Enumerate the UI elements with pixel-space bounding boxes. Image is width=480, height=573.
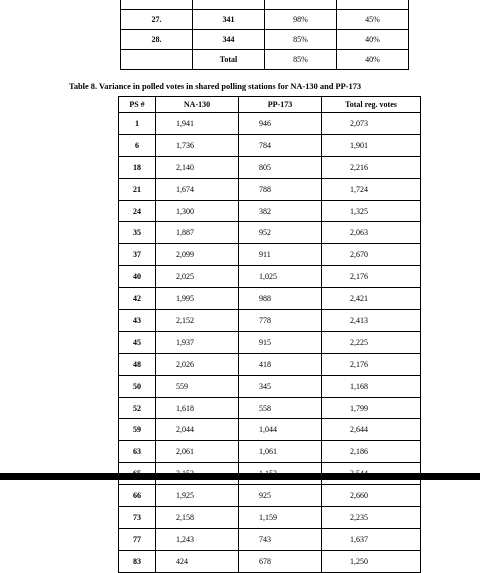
table-cell: 2,216: [322, 156, 421, 178]
table-cell: 1,925: [156, 485, 239, 507]
table-cell: 6: [119, 134, 156, 156]
table-cell: 1,061: [239, 441, 322, 463]
table-row: [119, 375, 421, 397]
table-row: [119, 550, 421, 572]
table-row: [121, 0, 409, 10]
table-row: [119, 113, 421, 135]
table-cell: 2,025: [156, 266, 239, 288]
table-cell: 778: [239, 310, 322, 332]
table-row: [119, 507, 421, 529]
table-cell: [193, 0, 265, 10]
table-row: [119, 134, 421, 156]
table-row: [119, 266, 421, 288]
continuation-table-body: [121, 0, 409, 70]
table-cell: 743: [239, 528, 322, 550]
table-cell: 50: [119, 375, 156, 397]
table-row: [121, 50, 409, 70]
table-cell: 805: [239, 156, 322, 178]
table-cell: 1,325: [322, 200, 421, 222]
table-cell: 2,186: [322, 441, 421, 463]
table-cell: 1,937: [156, 331, 239, 353]
table-cell: 1,618: [156, 397, 239, 419]
table-cell: 2,225: [322, 331, 421, 353]
table-cell: 678: [239, 550, 322, 572]
table-row: [119, 331, 421, 353]
table-cell: 59: [119, 419, 156, 441]
table-row: [119, 441, 421, 463]
table-cell: 911: [239, 244, 322, 266]
table-cell: 418: [239, 353, 322, 375]
column-header-na130: NA-130: [156, 97, 239, 113]
table-row: [119, 528, 421, 550]
table-cell: 784: [239, 134, 322, 156]
table-cell: 1,674: [156, 178, 239, 200]
table-cell: 2,158: [156, 507, 239, 529]
table-cell: 52: [119, 397, 156, 419]
table8-header-row: [119, 97, 421, 113]
table-cell: 2,176: [322, 353, 421, 375]
table-cell: 345: [239, 375, 322, 397]
table-cell: 24: [119, 200, 156, 222]
table-cell: 83: [119, 550, 156, 572]
table-cell: 558: [239, 397, 322, 419]
table-cell: 382: [239, 200, 322, 222]
table-cell: 344: [193, 30, 265, 50]
table-row: [121, 10, 409, 30]
table-cell: 1,300: [156, 200, 239, 222]
table-cell: 66: [119, 485, 156, 507]
table-row: [119, 419, 421, 441]
table-cell: 925: [239, 485, 322, 507]
table-cell: 1,159: [239, 507, 322, 529]
table-cell: 2,026: [156, 353, 239, 375]
table-cell: 18: [119, 156, 156, 178]
table-cell: 85%: [265, 30, 337, 50]
column-header-total-reg-votes: Total reg. votes: [322, 97, 421, 113]
table-row: [119, 244, 421, 266]
table-cell: 21: [119, 178, 156, 200]
table-cell: 2,235: [322, 507, 421, 529]
table-cell: 952: [239, 222, 322, 244]
table-cell: 2,061: [156, 441, 239, 463]
table-cell: 2,099: [156, 244, 239, 266]
table-cell: 1,025: [239, 266, 322, 288]
table-cell: 2,660: [322, 485, 421, 507]
table-cell: 42: [119, 288, 156, 310]
table-cell: 28.: [121, 30, 193, 50]
table-cell: 40%: [337, 50, 409, 70]
table8-caption: Table 8. Variance in polled votes in shared polling stations for NA-130 and PP-173: [69, 82, 362, 91]
table-cell: 27.: [121, 10, 193, 30]
table-cell: 1,901: [322, 134, 421, 156]
table-cell: 37: [119, 244, 156, 266]
table-cell: 77: [119, 528, 156, 550]
table-cell: 43: [119, 310, 156, 332]
table-cell: 988: [239, 288, 322, 310]
table-cell: [121, 50, 193, 70]
table-row: [119, 178, 421, 200]
table-cell: 1,637: [322, 528, 421, 550]
table-cell: 341: [193, 10, 265, 30]
table-cell: 424: [156, 550, 239, 572]
table-cell: 45: [119, 331, 156, 353]
column-header-ps: PS #: [119, 97, 156, 113]
table-cell: 1,250: [322, 550, 421, 572]
table-cell: 1,799: [322, 397, 421, 419]
table-cell: 1,724: [322, 178, 421, 200]
table-cell: 45%: [337, 10, 409, 30]
table-cell: 1,887: [156, 222, 239, 244]
table-cell: 2,152: [156, 310, 239, 332]
table-row: [119, 310, 421, 332]
table-cell: Total: [193, 50, 265, 70]
table-cell: 73: [119, 507, 156, 529]
table-row: [119, 485, 421, 507]
table-cell: 85%: [265, 50, 337, 70]
table-row: [119, 353, 421, 375]
table-cell: 1,243: [156, 528, 239, 550]
table-row: [119, 397, 421, 419]
table-cell: 2,413: [322, 310, 421, 332]
table-cell: [265, 0, 337, 10]
table-cell: 1,044: [239, 419, 322, 441]
table-row: [121, 30, 409, 50]
table-cell: 788: [239, 178, 322, 200]
table-row: [119, 200, 421, 222]
table-cell: 48: [119, 353, 156, 375]
table-cell: 2,140: [156, 156, 239, 178]
table8-body: [119, 113, 421, 573]
table-row: [119, 288, 421, 310]
column-header-pp173: PP-173: [239, 97, 322, 113]
table-cell: 559: [156, 375, 239, 397]
table-cell: [337, 0, 409, 10]
table-cell: 98%: [265, 10, 337, 30]
table-cell: 915: [239, 331, 322, 353]
table-cell: 1,168: [322, 375, 421, 397]
table-cell: 1: [119, 113, 156, 135]
table-cell: 2,044: [156, 419, 239, 441]
continuation-table: [120, 0, 409, 70]
table-cell: 35: [119, 222, 156, 244]
table-cell: 40%: [337, 30, 409, 50]
table-row: [119, 222, 421, 244]
table-cell: [121, 0, 193, 10]
page-bottom-edge: [0, 473, 480, 480]
table-cell: 2,176: [322, 266, 421, 288]
table-cell: 2,644: [322, 419, 421, 441]
table-cell: 2,063: [322, 222, 421, 244]
table-cell: 63: [119, 441, 156, 463]
table-cell: 2,073: [322, 113, 421, 135]
table-cell: 2,670: [322, 244, 421, 266]
table-cell: 1,941: [156, 113, 239, 135]
table-row: [119, 156, 421, 178]
table-cell: 946: [239, 113, 322, 135]
table8: [118, 96, 421, 573]
table-cell: 40: [119, 266, 156, 288]
table-cell: 2,421: [322, 288, 421, 310]
table-cell: 1,995: [156, 288, 239, 310]
table-cell: 1,736: [156, 134, 239, 156]
